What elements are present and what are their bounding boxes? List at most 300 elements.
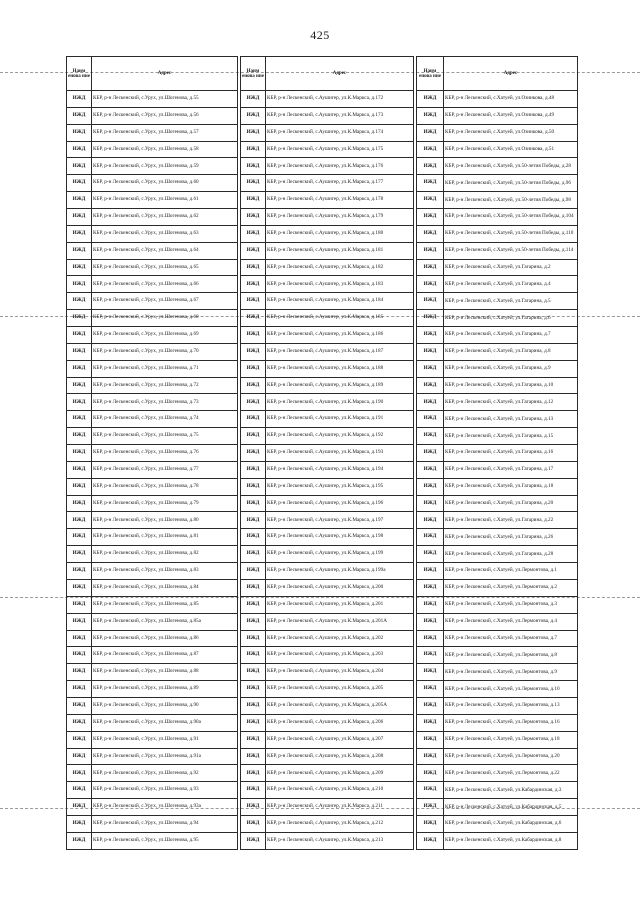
address-header: Адрес bbox=[92, 57, 238, 91]
address-cell: КБР, р-н Лескенский, с.Хатуей, ул.Гагарина, д.22 bbox=[444, 512, 578, 529]
table-row bbox=[417, 782, 578, 799]
address-cell: КБР, р-н Лескенский, с.Хатуей, ул.Гагарина, д.9 bbox=[444, 360, 578, 377]
table-row bbox=[241, 360, 414, 377]
address-cell: КБР, р-н Лескенский, с.Хатуей, ул.Лермонтова, д.20 bbox=[444, 748, 578, 765]
table-row bbox=[241, 411, 414, 428]
kind-cell: ИЖД bbox=[417, 512, 444, 529]
table-row bbox=[241, 327, 414, 344]
address-cell: КБР, р-н Лескенский, с.Хатуей, ул.Гагарина, д.15 bbox=[444, 428, 578, 445]
address-cell: КБР, р-н Лескенский, с.Хатуей, ул.Лермонтова, д.3 bbox=[444, 596, 578, 613]
table-row bbox=[241, 259, 414, 276]
address-cell: КБР, р-н Лескенский, с.Хатуей, ул.Гагарина, д.2 bbox=[444, 259, 578, 276]
address-cell: КБР, р-н Лескенский, с.Хатуей, ул.50-летия Победы, д.104 bbox=[444, 209, 578, 226]
address-cell: КБР, р-н Лескенский, с.Урух, ул.Шогенова, д.76 bbox=[92, 445, 238, 462]
table-body bbox=[417, 91, 578, 850]
kind-cell: ИЖД bbox=[67, 647, 92, 664]
table-row bbox=[67, 107, 238, 124]
table-row bbox=[67, 546, 238, 563]
address-cell: КБР, р-н Лескенский, с.Аушигер, ул.К.Маркса, д.181 bbox=[266, 242, 414, 259]
table-row bbox=[67, 563, 238, 580]
address-cell: КБР, р-н Лескенский, с.Аушигер, ул.К.Маркса, д.211 bbox=[266, 799, 414, 816]
kind-cell: ИЖД bbox=[67, 411, 92, 428]
kind-cell: ИЖД bbox=[241, 445, 266, 462]
address-cell: КБР, р-н Лескенский, с.Аушигер, ул.К.Маркса, д.199а bbox=[266, 563, 414, 580]
address-cell: КБР, р-н Лескенский, с.Аушигер, ул.К.Маркса, д.191 bbox=[266, 411, 414, 428]
kind-cell: ИЖД bbox=[417, 765, 444, 782]
table-row bbox=[241, 91, 414, 108]
table-body bbox=[241, 91, 414, 850]
kind-cell: ИЖД bbox=[67, 832, 92, 849]
address-cell: КБР, р-н Лескенский, с.Урух, ул.Шогенова, д.81 bbox=[92, 529, 238, 546]
kind-cell: ИЖД bbox=[417, 276, 444, 293]
address-table-column-2 bbox=[240, 56, 414, 850]
address-cell: КБР, р-н Лескенский, с.Хатуей, ул.Гагарина, д.12 bbox=[444, 394, 578, 411]
table-row bbox=[67, 225, 238, 242]
address-cell: КБР, р-н Лескенский, с.Урух, ул.Шогенова, д.72 bbox=[92, 377, 238, 394]
table-row bbox=[417, 310, 578, 327]
address-cell: КБР, р-н Лескенский, с.Аушигер, ул.К.Маркса, д.204 bbox=[266, 664, 414, 681]
table-row bbox=[67, 748, 238, 765]
address-cell: КБР, р-н Лескенский, с.Аушигер, ул.К.Маркса, д.172 bbox=[266, 91, 414, 108]
kind-cell: ИЖД bbox=[67, 563, 92, 580]
table-row bbox=[67, 461, 238, 478]
address-table-column-1 bbox=[66, 56, 238, 850]
table-row bbox=[417, 765, 578, 782]
table-row bbox=[417, 461, 578, 478]
address-cell: КБР, р-н Лескенский, с.Аушигер, ул.К.Маркса, д.197 bbox=[266, 512, 414, 529]
kind-cell: ИЖД bbox=[241, 259, 266, 276]
table-row bbox=[67, 714, 238, 731]
address-cell: КБР, р-н Лескенский, с.Хатуей, ул.Лермонтова, д.18 bbox=[444, 731, 578, 748]
kind-cell: ИЖД bbox=[67, 158, 92, 175]
address-cell: КБР, р-н Лескенский, с.Хатуей, ул.Лермонтова, д.2 bbox=[444, 579, 578, 596]
kind-cell: ИЖД bbox=[241, 647, 266, 664]
address-cell: КБР, р-н Лескенский, с.Урух, ул.Шогенова, д.93а bbox=[92, 799, 238, 816]
kind-cell: ИЖД bbox=[67, 579, 92, 596]
table-row bbox=[67, 360, 238, 377]
address-cell: КБР, р-н Лескенский, с.Урух, ул.Шогенова, д.86 bbox=[92, 630, 238, 647]
table-row bbox=[241, 647, 414, 664]
address-cell: КБР, р-н Лескенский, с.Урух, ул.Шогенова, д.57 bbox=[92, 124, 238, 141]
address-cell: КБР, р-н Лескенский, с.Хатуей, ул.Гагарина, д.18 bbox=[444, 478, 578, 495]
table-row bbox=[417, 327, 578, 344]
address-cell: КБР, р-н Лескенский, с.Хатуей, ул.Лермонтова, д.16 bbox=[444, 714, 578, 731]
kind-cell: ИЖД bbox=[67, 445, 92, 462]
address-cell: КБР, р-н Лескенский, с.Урух, ул.Шогенова, д.69 bbox=[92, 327, 238, 344]
address-cell: КБР, р-н Лескенский, с.Хатуей, ул.Гагарина, д.20 bbox=[444, 495, 578, 512]
table-row bbox=[241, 107, 414, 124]
kind-cell: ИЖД bbox=[417, 714, 444, 731]
kind-cell: ИЖД bbox=[67, 225, 92, 242]
table-header-row bbox=[241, 57, 414, 91]
address-cell: КБР, р-н Лескенский, с.Урух, ул.Шогенова, д.62 bbox=[92, 209, 238, 226]
kind-cell: ИЖД bbox=[417, 209, 444, 226]
address-cell: КБР, р-н Лескенский, с.Урух, ул.Шогенова, д.60 bbox=[92, 175, 238, 192]
table-row bbox=[241, 461, 414, 478]
table-row bbox=[241, 495, 414, 512]
address-cell: КБР, р-н Лескенский, с.Аушигер, ул.К.Маркса, д.205 bbox=[266, 681, 414, 698]
kind-cell: ИЖД bbox=[67, 613, 92, 630]
address-cell: КБР, р-н Лескенский, с.Аушигер, ул.К.Маркса, д.201 bbox=[266, 596, 414, 613]
kind-cell: ИЖД bbox=[417, 529, 444, 546]
table-row bbox=[417, 697, 578, 714]
address-cell: КБР, р-н Лескенский, с.Аушигер, ул.К.Маркса, д.199 bbox=[266, 546, 414, 563]
table-row bbox=[67, 478, 238, 495]
address-cell: КБР, р-н Лескенский, с.Аушигер, ул.К.Маркса, д.208 bbox=[266, 748, 414, 765]
kind-cell: ИЖД bbox=[417, 158, 444, 175]
kind-cell: ИЖД bbox=[417, 259, 444, 276]
kind-cell: ИЖД bbox=[241, 748, 266, 765]
kind-cell: ИЖД bbox=[67, 175, 92, 192]
kind-cell: ИЖД bbox=[241, 192, 266, 209]
address-cell: КБР, р-н Лескенский, с.Хатуей, ул.Гагарина, д.17 bbox=[444, 461, 578, 478]
kind-cell: ИЖД bbox=[417, 411, 444, 428]
address-cell: КБР, р-н Лескенский, с.Урух, ул.Шогенова, д.87 bbox=[92, 647, 238, 664]
kind-cell: ИЖД bbox=[417, 782, 444, 799]
kind-cell: ИЖД bbox=[417, 697, 444, 714]
kind-cell: ИЖД bbox=[241, 327, 266, 344]
kind-cell: ИЖД bbox=[67, 141, 92, 158]
address-cell: КБР, р-н Лескенский, с.Хатуей, ул.Озникова, д.48 bbox=[444, 91, 578, 108]
table-row bbox=[417, 495, 578, 512]
table-row bbox=[417, 276, 578, 293]
table-row bbox=[417, 579, 578, 596]
kind-cell: ИЖД bbox=[417, 225, 444, 242]
table-row bbox=[241, 529, 414, 546]
address-cell: КБР, р-н Лескенский, с.Аушигер, ул.К.Маркса, д.182 bbox=[266, 259, 414, 276]
kind-cell: ИЖД bbox=[241, 731, 266, 748]
kind-cell: ИЖД bbox=[67, 815, 92, 832]
table-row bbox=[417, 394, 578, 411]
kind-cell: ИЖД bbox=[241, 714, 266, 731]
kind-cell: ИЖД bbox=[67, 630, 92, 647]
kind-cell: ИЖД bbox=[67, 124, 92, 141]
table-row bbox=[241, 579, 414, 596]
kind-cell: ИЖД bbox=[241, 782, 266, 799]
kind-cell: ИЖД bbox=[241, 276, 266, 293]
table-row bbox=[67, 731, 238, 748]
kind-cell: ИЖД bbox=[241, 563, 266, 580]
address-cell: КБР, р-н Лескенский, с.Аушигер, ул.К.Маркса, д.207 bbox=[266, 731, 414, 748]
table-row bbox=[417, 529, 578, 546]
address-cell: КБР, р-н Лескенский, с.Хатуей, ул.50-летия Победы, д.98 bbox=[444, 192, 578, 209]
address-cell: КБР, р-н Лескенский, с.Хатуей, ул.50-летия Победы, д.96 bbox=[444, 175, 578, 192]
address-cell: КБР, р-н Лескенский, с.Хатуей, ул.Гагарина, д.10 bbox=[444, 377, 578, 394]
kind-cell: ИЖД bbox=[241, 681, 266, 698]
table-row bbox=[67, 276, 238, 293]
table-row bbox=[241, 815, 414, 832]
table-row bbox=[67, 411, 238, 428]
table-row bbox=[241, 394, 414, 411]
table-row bbox=[67, 158, 238, 175]
address-table bbox=[240, 56, 414, 850]
address-cell: КБР, р-н Лескенский, с.Аушигер, ул.К.Маркса, д.210 bbox=[266, 782, 414, 799]
kind-cell: ИЖД bbox=[417, 377, 444, 394]
kind-cell: ИЖД bbox=[417, 327, 444, 344]
table-row bbox=[417, 647, 578, 664]
address-table bbox=[416, 56, 578, 850]
kind-cell: ИЖД bbox=[241, 175, 266, 192]
address-cell: КБР, р-н Лескенский, с.Урух, ул.Шогенова, д.84 bbox=[92, 579, 238, 596]
kind-cell: ИЖД bbox=[417, 478, 444, 495]
table-row bbox=[67, 327, 238, 344]
kind-cell: ИЖД bbox=[417, 579, 444, 596]
table-row bbox=[241, 799, 414, 816]
table-row bbox=[67, 377, 238, 394]
kind-cell: ИЖД bbox=[417, 293, 444, 310]
table-row bbox=[67, 596, 238, 613]
kind-cell: ИЖД bbox=[241, 124, 266, 141]
address-cell: КБР, р-н Лескенский, с.Хатуей, ул.Гагарина, д.26 bbox=[444, 529, 578, 546]
address-cell: КБР, р-н Лескенский, с.Хатуей, ул.Озникова, д.50 bbox=[444, 124, 578, 141]
kind-cell: ИЖД bbox=[241, 91, 266, 108]
table-row bbox=[67, 512, 238, 529]
address-cell: КБР, р-н Лескенский, с.Урух, ул.Шогенова, д.83 bbox=[92, 563, 238, 580]
kind-cell: ИЖД bbox=[67, 478, 92, 495]
address-cell: КБР, р-н Лескенский, с.Аушигер, ул.К.Маркса, д.179 bbox=[266, 209, 414, 226]
kind-cell: ИЖД bbox=[67, 731, 92, 748]
address-cell: КБР, р-н Лескенский, с.Урух, ул.Шогенова, д.58 bbox=[92, 141, 238, 158]
kind-cell: ИЖД bbox=[417, 630, 444, 647]
kind-cell: ИЖД bbox=[241, 225, 266, 242]
address-cell: КБР, р-н Лескенский, с.Аушигер, ул.К.Маркса, д.175 bbox=[266, 141, 414, 158]
table-row bbox=[67, 343, 238, 360]
table-row bbox=[67, 613, 238, 630]
address-cell: КБР, р-н Лескенский, с.Хатуей, ул.Озникова, д.51 bbox=[444, 141, 578, 158]
address-cell: КБР, р-н Лескенский, с.Аушигер, ул.К.Маркса, д.188 bbox=[266, 360, 414, 377]
address-cell: КБР, р-н Лескенский, с.Хатуей, ул.Гагарина, д.16 bbox=[444, 445, 578, 462]
table-row bbox=[417, 815, 578, 832]
kind-cell: ИЖД bbox=[241, 209, 266, 226]
kind-cell: ИЖД bbox=[67, 596, 92, 613]
kind-cell: ИЖД bbox=[241, 158, 266, 175]
table-row bbox=[241, 714, 414, 731]
table-row bbox=[417, 731, 578, 748]
address-cell: КБР, р-н Лескенский, с.Хатуей, ул.Лермонтова, д.1 bbox=[444, 563, 578, 580]
table-row bbox=[241, 664, 414, 681]
table-row bbox=[241, 512, 414, 529]
kind-cell: ИЖД bbox=[417, 731, 444, 748]
kind-cell: ИЖД bbox=[67, 343, 92, 360]
table-row bbox=[241, 478, 414, 495]
table-row bbox=[417, 360, 578, 377]
table-row bbox=[67, 310, 238, 327]
address-cell: КБР, р-н Лескенский, с.Урух, ул.Шогенова, д.55 bbox=[92, 91, 238, 108]
table-row bbox=[67, 799, 238, 816]
address-cell: КБР, р-н Лескенский, с.Хатуей, ул.Гагарина, д.28 bbox=[444, 546, 578, 563]
address-cell: КБР, р-н Лескенский, с.Аушигер, ул.К.Маркса, д.209 bbox=[266, 765, 414, 782]
kind-cell: ИЖД bbox=[67, 259, 92, 276]
table-header-row bbox=[67, 57, 238, 91]
table-row bbox=[417, 259, 578, 276]
kind-cell: ИЖД bbox=[417, 613, 444, 630]
address-table bbox=[66, 56, 238, 850]
kind-cell: ИЖД bbox=[241, 596, 266, 613]
address-cell: КБР, р-н Лескенский, с.Хатуей, ул.Гагарина, д.4 bbox=[444, 276, 578, 293]
address-cell: КБР, р-н Лескенский, с.Урух, ул.Шогенова, д.66 bbox=[92, 276, 238, 293]
table-row bbox=[417, 512, 578, 529]
kind-cell: ИЖД bbox=[241, 495, 266, 512]
address-cell: КБР, р-н Лескенский, с.Хатуей, ул.Гагарина, д.6 bbox=[444, 310, 578, 327]
kind-cell: ИЖД bbox=[67, 107, 92, 124]
kind-cell: ИЖД bbox=[241, 141, 266, 158]
table-row bbox=[67, 175, 238, 192]
address-cell: КБР, р-н Лескенский, с.Урух, ул.Шогенова, д.92 bbox=[92, 765, 238, 782]
table-row bbox=[417, 225, 578, 242]
kind-cell: ИЖД bbox=[241, 310, 266, 327]
table-header-row bbox=[417, 57, 578, 91]
table-row bbox=[67, 647, 238, 664]
table-row bbox=[67, 242, 238, 259]
address-cell: КБР, р-н Лескенский, с.Урух, ул.Шогенова, д.90а bbox=[92, 714, 238, 731]
address-cell: КБР, р-н Лескенский, с.Хатуей, ул.50-летия Победы, д.110 bbox=[444, 225, 578, 242]
kind-header: Наим енова ние bbox=[67, 57, 92, 91]
kind-cell: ИЖД bbox=[241, 394, 266, 411]
address-cell: КБР, р-н Лескенский, с.Аушигер, ул.К.Маркса, д.213 bbox=[266, 832, 414, 849]
address-cell: КБР, р-н Лескенский, с.Аушигер, ул.К.Маркса, д.202 bbox=[266, 630, 414, 647]
address-cell: КБР, р-н Лескенский, с.Хатуей, ул.Лермонтова, д.8 bbox=[444, 647, 578, 664]
table-row bbox=[67, 782, 238, 799]
kind-cell: ИЖД bbox=[67, 293, 92, 310]
table-row bbox=[241, 782, 414, 799]
address-cell: КБР, р-н Лескенский, с.Урух, ул.Шогенова, д.94 bbox=[92, 815, 238, 832]
address-cell: КБР, р-н Лескенский, с.Урух, ул.Шогенова, д.75 bbox=[92, 428, 238, 445]
table-row bbox=[417, 630, 578, 647]
address-cell: КБР, р-н Лескенский, с.Аушигер, ул.К.Маркса, д.186 bbox=[266, 327, 414, 344]
address-cell: КБР, р-н Лескенский, с.Урух, ул.Шогенова, д.88 bbox=[92, 664, 238, 681]
kind-cell: ИЖД bbox=[67, 242, 92, 259]
address-cell: КБР, р-н Лескенский, с.Урух, ул.Шогенова, д.93 bbox=[92, 782, 238, 799]
address-cell: КБР, р-н Лескенский, с.Урух, ул.Шогенова, д.59 bbox=[92, 158, 238, 175]
kind-cell: ИЖД bbox=[417, 242, 444, 259]
kind-cell: ИЖД bbox=[241, 799, 266, 816]
kind-cell: ИЖД bbox=[417, 748, 444, 765]
table-row bbox=[67, 192, 238, 209]
address-cell: КБР, р-н Лескенский, с.Урух, ул.Шогенова, д.73 bbox=[92, 394, 238, 411]
table-row bbox=[67, 765, 238, 782]
table-row bbox=[241, 310, 414, 327]
kind-cell: ИЖД bbox=[67, 546, 92, 563]
table-row bbox=[67, 579, 238, 596]
kind-cell: ИЖД bbox=[241, 478, 266, 495]
kind-cell: ИЖД bbox=[241, 579, 266, 596]
table-row bbox=[241, 681, 414, 698]
kind-header: Наим енова ние bbox=[417, 57, 444, 91]
address-cell: КБР, р-н Лескенский, с.Урух, ул.Шогенова, д.90 bbox=[92, 697, 238, 714]
kind-cell: ИЖД bbox=[417, 799, 444, 816]
address-cell: КБР, р-н Лескенский, с.Аушигер, ул.К.Маркса, д.200 bbox=[266, 579, 414, 596]
address-cell: КБР, р-н Лескенский, с.Аушигер, ул.К.Маркса, д.187 bbox=[266, 343, 414, 360]
kind-cell: ИЖД bbox=[67, 714, 92, 731]
address-cell: КБР, р-н Лескенский, с.Аушигер, ул.К.Маркса, д.174 bbox=[266, 124, 414, 141]
address-cell: КБР, р-н Лескенский, с.Хатуей, ул.Лермонтова, д.4 bbox=[444, 613, 578, 630]
address-cell: КБР, р-н Лескенский, с.Урух, ул.Шогенова, д.56 bbox=[92, 107, 238, 124]
table-row bbox=[241, 175, 414, 192]
kind-cell: ИЖД bbox=[417, 664, 444, 681]
table-row bbox=[67, 428, 238, 445]
address-cell: КБР, р-н Лескенский, с.Урух, ул.Шогенова, д.80 bbox=[92, 512, 238, 529]
kind-cell: ИЖД bbox=[417, 546, 444, 563]
address-cell: КБР, р-н Лескенский, с.Хатуей, ул.Кабардинская, д.6 bbox=[444, 815, 578, 832]
table-row bbox=[417, 748, 578, 765]
address-cell: КБР, р-н Лескенский, с.Хатуей, ул.Кабардинская, д.8 bbox=[444, 832, 578, 849]
address-cell: КБР, р-н Лескенский, с.Урух, ул.Шогенова, д.67 bbox=[92, 293, 238, 310]
table-row bbox=[67, 630, 238, 647]
kind-cell: ИЖД bbox=[241, 242, 266, 259]
kind-cell: ИЖД bbox=[67, 765, 92, 782]
address-cell: КБР, р-н Лескенский, с.Урух, ул.Шогенова, д.89 bbox=[92, 681, 238, 698]
table-row bbox=[417, 107, 578, 124]
address-cell: КБР, р-н Лескенский, с.Аушигер, ул.К.Маркса, д.206 bbox=[266, 714, 414, 731]
table-row bbox=[417, 343, 578, 360]
table-row bbox=[417, 293, 578, 310]
table-row bbox=[241, 377, 414, 394]
address-cell: КБР, р-н Лескенский, с.Аушигер, ул.К.Маркса, д.192 bbox=[266, 428, 414, 445]
address-cell: КБР, р-н Лескенский, с.Хатуей, ул.Лермонтова, д.22 bbox=[444, 765, 578, 782]
table-row bbox=[417, 242, 578, 259]
kind-cell: ИЖД bbox=[417, 495, 444, 512]
table-row bbox=[67, 394, 238, 411]
table-row bbox=[241, 697, 414, 714]
address-cell: КБР, р-н Лескенский, с.Хатуей, ул.50-летия Победы, д.114 bbox=[444, 242, 578, 259]
table-row bbox=[241, 225, 414, 242]
kind-cell: ИЖД bbox=[417, 596, 444, 613]
table-row bbox=[241, 276, 414, 293]
address-cell: КБР, р-н Лескенский, с.Аушигер, ул.К.Маркса, д.184 bbox=[266, 293, 414, 310]
address-cell: КБР, р-н Лескенский, с.Хатуей, ул.50-летия Победы, д.28 bbox=[444, 158, 578, 175]
address-cell: КБР, р-н Лескенский, с.Урух, ул.Шогенова, д.79 bbox=[92, 495, 238, 512]
table-row bbox=[417, 124, 578, 141]
address-cell: КБР, р-н Лескенский, с.Урух, ул.Шогенова, д.77 bbox=[92, 461, 238, 478]
table-row bbox=[241, 428, 414, 445]
kind-cell: ИЖД bbox=[241, 832, 266, 849]
kind-cell: ИЖД bbox=[417, 394, 444, 411]
kind-cell: ИЖД bbox=[67, 276, 92, 293]
kind-cell: ИЖД bbox=[67, 91, 92, 108]
table-row bbox=[417, 428, 578, 445]
table-row bbox=[417, 478, 578, 495]
table-row bbox=[417, 158, 578, 175]
kind-cell: ИЖД bbox=[417, 141, 444, 158]
address-cell: КБР, р-н Лескенский, с.Хатуей, ул.Лермонтова, д.9 bbox=[444, 664, 578, 681]
table-body bbox=[67, 91, 238, 850]
kind-cell: ИЖД bbox=[417, 461, 444, 478]
address-cell: КБР, р-н Лескенский, с.Аушигер, ул.К.Маркса, д.196 bbox=[266, 495, 414, 512]
address-cell: КБР, р-н Лескенский, с.Аушигер, ул.К.Маркса, д.183 bbox=[266, 276, 414, 293]
table-row bbox=[417, 714, 578, 731]
kind-cell: ИЖД bbox=[67, 461, 92, 478]
table-row bbox=[241, 343, 414, 360]
kind-header: Наим енова ние bbox=[241, 57, 266, 91]
address-cell: КБР, р-н Лескенский, с.Аушигер, ул.К.Маркса, д.180 bbox=[266, 225, 414, 242]
address-cell: КБР, р-н Лескенский, с.Аушигер, ул.К.Маркса, д.185 bbox=[266, 310, 414, 327]
address-cell: КБР, р-н Лескенский, с.Урух, ул.Шогенова, д.91 bbox=[92, 731, 238, 748]
address-cell: КБР, р-н Лескенский, с.Аушигер, ул.К.Маркса, д.193 bbox=[266, 445, 414, 462]
address-cell: КБР, р-н Лескенский, с.Хатуей, ул.Гагарина, д.5 bbox=[444, 293, 578, 310]
address-cell: КБР, р-н Лескенский, с.Хатуей, ул.Лермонтова, д.13 bbox=[444, 697, 578, 714]
address-cell: КБР, р-н Лескенский, с.Урух, ул.Шогенова, д.65 bbox=[92, 259, 238, 276]
address-cell: КБР, р-н Лескенский, с.Хатуей, ул.Гагарина, д.13 bbox=[444, 411, 578, 428]
kind-cell: ИЖД bbox=[241, 613, 266, 630]
address-cell: КБР, р-н Лескенский, с.Урух, ул.Шогенова, д.71 bbox=[92, 360, 238, 377]
table-row bbox=[67, 697, 238, 714]
kind-cell: ИЖД bbox=[417, 192, 444, 209]
kind-cell: ИЖД bbox=[417, 310, 444, 327]
table-row bbox=[417, 175, 578, 192]
table-row bbox=[67, 815, 238, 832]
address-cell: КБР, р-н Лескенский, с.Аушигер, ул.К.Маркса, д.195 bbox=[266, 478, 414, 495]
address-cell: КБР, р-н Лескенский, с.Аушигер, ул.К.Маркса, д.176 bbox=[266, 158, 414, 175]
